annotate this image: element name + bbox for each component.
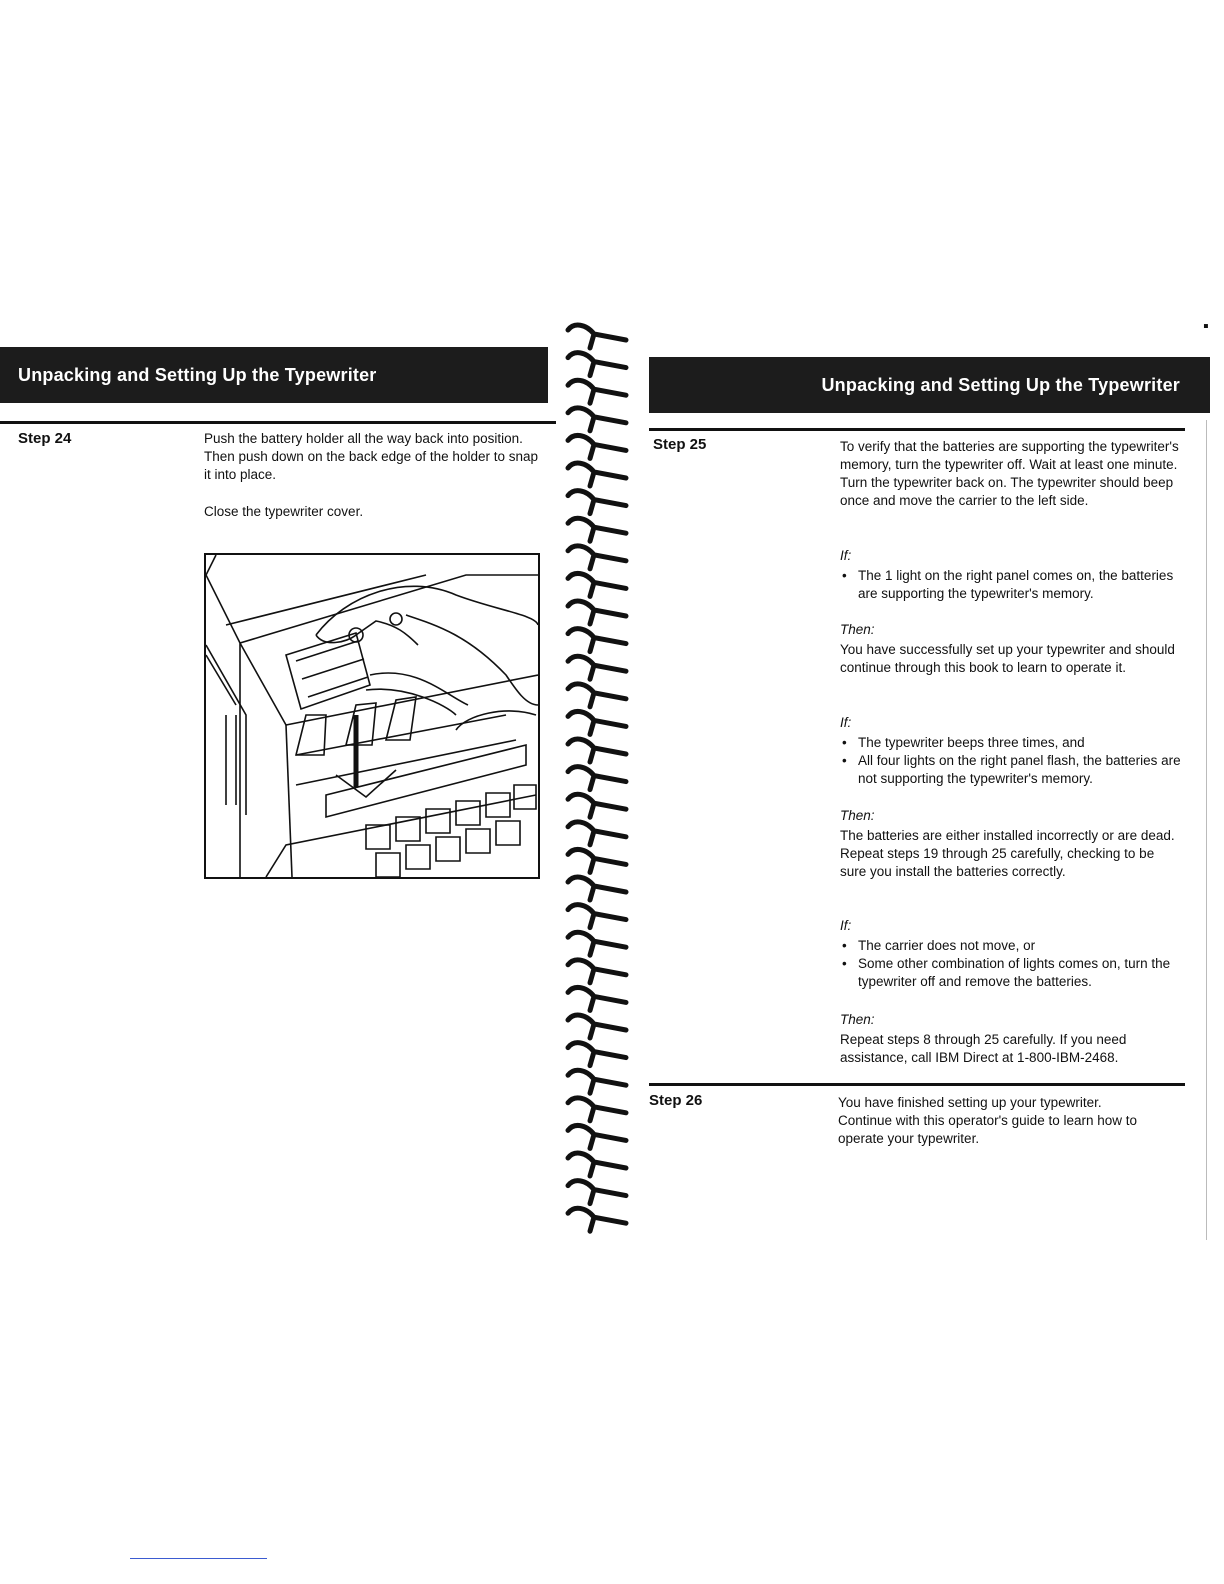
right-header-title: Unpacking and Setting Up the Typewriter: [821, 374, 1180, 395]
spiral-coil: [568, 518, 626, 541]
case3-if-label: If:: [840, 918, 852, 933]
case3-conditions: [838, 937, 1183, 991]
right-page-header: [649, 357, 1210, 413]
spiral-coil: [568, 905, 626, 928]
right-step26-rule: [649, 1083, 1185, 1086]
page-edge: [1206, 420, 1207, 1240]
spiral-coil: [568, 1181, 626, 1204]
left-header-title: Unpacking and Setting Up the Typewriter: [18, 364, 377, 385]
case1-then-label: Then:: [840, 622, 875, 637]
spiral-coil: [568, 987, 626, 1010]
case3-condition-2: • Some other combination of lights comes on, turn the typewriter off and remove the batteries.: [838, 955, 1183, 991]
step-25-intro: To verify that the batteries are supporting the typewriter's memory, turn the typewriter off. Wait at least one minute. Turn the typewriter back on. The typewriter should beep once and move the carrier to the left side.: [840, 439, 1179, 508]
step-25-label: Step 25: [653, 436, 707, 453]
case1-conditions: [838, 567, 1183, 603]
spiral-coil: [568, 1070, 626, 1093]
spiral-coil: [568, 822, 626, 845]
case1-if-label: If:: [840, 548, 852, 563]
spiral-coil: [568, 1098, 626, 1121]
left-page-header: [0, 347, 548, 403]
spiral-coil: [568, 573, 626, 596]
spiral-coil: [568, 601, 626, 624]
case2-condition-1: • The typewriter beeps three times, and: [838, 734, 1183, 752]
spiral-coil: [568, 380, 626, 403]
step-24-close-cover: Close the typewriter cover.: [204, 504, 364, 519]
spiral-coil: [568, 408, 626, 431]
spiral-coil: [568, 767, 626, 790]
spiral-coil: [568, 1208, 626, 1231]
spiral-coil: [568, 849, 626, 872]
step-26-label: Step 26: [649, 1092, 703, 1109]
spiral-coil: [568, 629, 626, 652]
spiral-coil: [568, 463, 626, 486]
spiral-coil: [568, 656, 626, 679]
spiral-coil: [568, 435, 626, 458]
right-step25-rule: [649, 428, 1185, 431]
case1-then-text: You have successfully set up your typewriter and should continue through this book to learn to operate it.: [840, 642, 1175, 675]
spiral-coil: [568, 684, 626, 707]
battery-holder-illustration: [204, 553, 540, 879]
spiral-coil: [568, 877, 626, 900]
spiral-coil: [568, 711, 626, 734]
spiral-coil: [568, 546, 626, 569]
spiral-coil: [568, 1153, 626, 1176]
spiral-coil: [568, 1043, 626, 1066]
spiral-coil: [568, 932, 626, 955]
battery-holder-drawing: [206, 555, 538, 877]
spiral-coil: [568, 325, 626, 348]
spiral-binding: [560, 312, 640, 1242]
case2-then-label: Then:: [840, 808, 875, 823]
corner-mark: ▪: [1203, 318, 1209, 335]
case2-if-label: If:: [840, 715, 852, 730]
spiral-coil: [568, 491, 626, 514]
case2-conditions: [838, 734, 1183, 788]
left-step-rule: [0, 421, 556, 424]
bottom-underline: [130, 1558, 267, 1559]
spiral-coil: [568, 960, 626, 983]
case3-then-label: Then:: [840, 1012, 875, 1027]
spiral-coil: [568, 1125, 626, 1148]
case1-condition-1: • The 1 light on the right panel comes on, the batteries are supporting the typewriter's memory.: [838, 567, 1183, 603]
spiral-coil: [568, 353, 626, 376]
spiral-coil: [568, 794, 626, 817]
step-24-label: Step 24: [18, 430, 72, 447]
spiral-coil: [568, 739, 626, 762]
case2-then-text: The batteries are either installed incorrectly or are dead. Repeat steps 19 through 25 carefully, checking to be sure you install the batteries correctly.: [840, 828, 1175, 879]
case3-then-text: Repeat steps 8 through 25 carefully. If you need assistance, call IBM Direct at 1-800-IBM-2468.: [840, 1032, 1127, 1065]
step-26-text: You have finished setting up your typewriter. Continue with this operator's guide to learn how to operate your typewriter.: [838, 1095, 1138, 1146]
case2-condition-2: • All four lights on the right panel flash, the batteries are not supporting the typewriter's memory.: [838, 752, 1183, 788]
spiral-coil: [568, 1015, 626, 1038]
step-24-instruction: Push the battery holder all the way back into position. Then push down on the back edge of the holder to snap it into place.: [204, 431, 538, 482]
case3-condition-1: • The carrier does not move, or: [838, 937, 1183, 955]
